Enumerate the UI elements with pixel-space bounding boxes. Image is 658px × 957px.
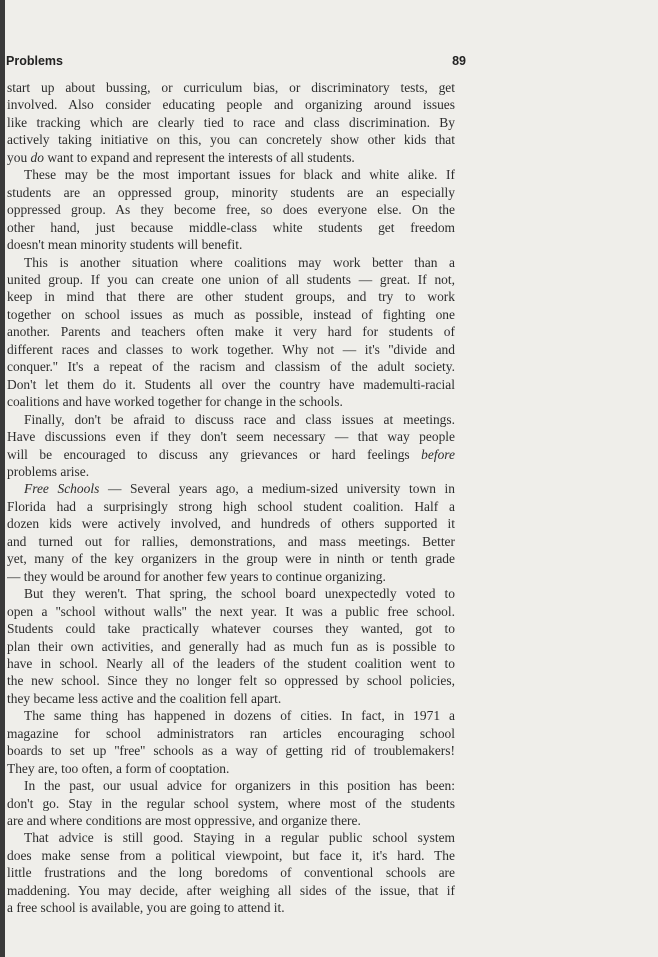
line-text: don't go. Stay in the regular school system, where most of the students [7, 795, 455, 811]
text-line [7, 358, 455, 375]
text-line [7, 847, 455, 864]
page-binding-edge [0, 0, 5, 957]
text-line [7, 812, 455, 829]
text-line [7, 393, 455, 410]
body-text [7, 79, 455, 917]
line-text: — they would be around for another few years to continue organizing. [7, 568, 386, 584]
line-text: oppressed group. As they become free, so does everyone else. On the [7, 202, 455, 218]
line-text: This is another situation where coalitions may work better than a [24, 254, 455, 270]
text-line [7, 131, 455, 148]
text-line [7, 899, 455, 916]
text-line [7, 306, 455, 323]
line-text: actively taking initiative on this, you can concretely show other kids that [7, 132, 455, 148]
line-text: boards to set up ''free'' schools as a way of getting rid of troublemakers! [7, 743, 455, 759]
line-text: Have discussions even if they don't seem necessary — that way people [7, 429, 455, 445]
line-text-continued: want to expand and represent the interests of all students. [43, 149, 355, 165]
text-line [7, 79, 455, 96]
text-line [7, 829, 455, 846]
text-line [7, 882, 455, 899]
line-text: In the past, our usual advice for organizers in this position has been: [24, 778, 455, 794]
line-text: Don't let them do it. Students all over the country have mademulti-racial [7, 376, 455, 392]
text-line [7, 742, 455, 759]
text-line [7, 795, 455, 812]
text-line [7, 690, 455, 707]
text-line [7, 550, 455, 567]
text-line [7, 411, 455, 428]
text-line [7, 446, 455, 463]
text-line [7, 184, 455, 201]
line-text: These may be the most important issues for black and white alike. If [24, 167, 455, 183]
line-text: That advice is still good. Staying in a regular public school system [24, 830, 455, 846]
text-line [7, 498, 455, 515]
text-line [7, 777, 455, 794]
italic-word: before [421, 446, 455, 462]
line-text: maddening. You may decide, after weighing all sides of the issue, that if [7, 882, 455, 898]
page-number: 89 [452, 54, 466, 68]
line-text: — Several years ago, a medium-sized university town in [99, 481, 455, 497]
line-text: students are an oppressed group, minority students are an especially [7, 184, 455, 200]
line-text: and turned out for rallies, demonstrations, and mass meetings. Better [7, 533, 455, 549]
line-text: conquer.'' It's a repeat of the racism and classism of the adult society. [7, 359, 455, 375]
text-line [7, 480, 455, 497]
line-text: are and where conditions are most oppressive, and organize there. [7, 813, 361, 829]
page-header [6, 54, 644, 74]
text-line [7, 463, 455, 480]
text-line [7, 219, 455, 236]
line-text: like tracking which are clearly tied to race and class discrimination. By [7, 114, 455, 130]
text-line [7, 254, 455, 271]
text-line [7, 376, 455, 393]
line-text: Students could take practically whatever courses they wanted, got to [7, 621, 455, 637]
line-text: does make sense from a political viewpoint, but face it, it's hard. The [7, 847, 455, 863]
text-line [7, 585, 455, 602]
line-text: But they weren't. That spring, the school board unexpectedly voted to [24, 586, 455, 602]
text-line [7, 166, 455, 183]
text-line [7, 428, 455, 445]
line-text: They are, too often, a form of cooptation. [7, 760, 230, 776]
line-text: involved. Also consider educating people and organizing around issues [7, 97, 455, 113]
line-text: will be encouraged to discuss any grievances or hard feelings [7, 446, 422, 462]
line-text: magazine for school administrators ran articles encouraging school [7, 725, 455, 741]
line-text: coalitions and have worked together for change in the schools. [7, 394, 343, 410]
line-text: have in school. Nearly all of the leaders of the student coalition went to [7, 655, 455, 671]
text-line [7, 533, 455, 550]
text-line [7, 236, 455, 253]
text-line [7, 655, 455, 672]
line-text: start up about bussing, or curriculum bias, or discriminatory tests, get [7, 80, 455, 95]
text-line [7, 672, 455, 689]
line-text: doesn't mean minority students will benefit. [7, 237, 243, 253]
running-head-title: Problems [6, 54, 63, 68]
line-text: other hand, just because middle-class white students get freedom [7, 219, 455, 235]
text-line [7, 603, 455, 620]
line-text: Finally, don't be afraid to discuss race and class issues at meetings. [24, 411, 455, 427]
text-line [7, 707, 455, 724]
text-line [7, 323, 455, 340]
line-text: yet, many of the key organizers in the group were in ninth or tenth grade [7, 551, 455, 567]
text-line [7, 725, 455, 742]
text-line [7, 760, 455, 777]
italic-word: do [30, 149, 44, 165]
text-line [7, 288, 455, 305]
italic-heading: Free Schools [24, 481, 100, 497]
line-text: Florida had a surprisingly strong high school student coalition. Half a [7, 498, 455, 514]
text-line [7, 271, 455, 288]
line-text: keep in mind that there are other student groups, and try to work [7, 289, 455, 305]
line-text: united group. If you can create one union of all students — great. If not, [7, 271, 455, 287]
line-text: different races and classes to work together. Why not — it's ''divide and [7, 341, 455, 357]
line-text: you [7, 149, 31, 165]
text-line [7, 96, 455, 113]
line-text: little frustrations and the long boredoms of conventional schools are [7, 865, 455, 881]
line-text: another. Parents and teachers often make it very hard for students of [7, 324, 455, 340]
text-line [7, 515, 455, 532]
line-text: a free school is available, you are going to attend it. [7, 900, 285, 916]
text-line [7, 201, 455, 218]
line-text: they became less active and the coalition fell apart. [7, 690, 282, 706]
text-line [7, 638, 455, 655]
line-text: dozen kids were actively involved, and hundreds of others supported it [7, 516, 455, 532]
line-text: together on school issues as much as possible, instead of fighting one [7, 306, 455, 322]
text-line [7, 568, 455, 585]
line-text: plan their own activities, and generally had as much fun as is possible to [7, 638, 455, 654]
line-text: open a ''school without walls'' the next year. It was a public free school. [7, 603, 455, 619]
line-text: the new school. Since they no longer felt so oppressed by school policies, [7, 673, 455, 689]
line-text: problems arise. [7, 463, 90, 479]
text-line [7, 620, 455, 637]
text-line [7, 114, 455, 131]
line-text: The same thing has happened in dozens of cities. In fact, in 1971 a [24, 708, 455, 724]
text-line [7, 864, 455, 881]
text-line [7, 341, 455, 358]
text-line [7, 149, 455, 166]
